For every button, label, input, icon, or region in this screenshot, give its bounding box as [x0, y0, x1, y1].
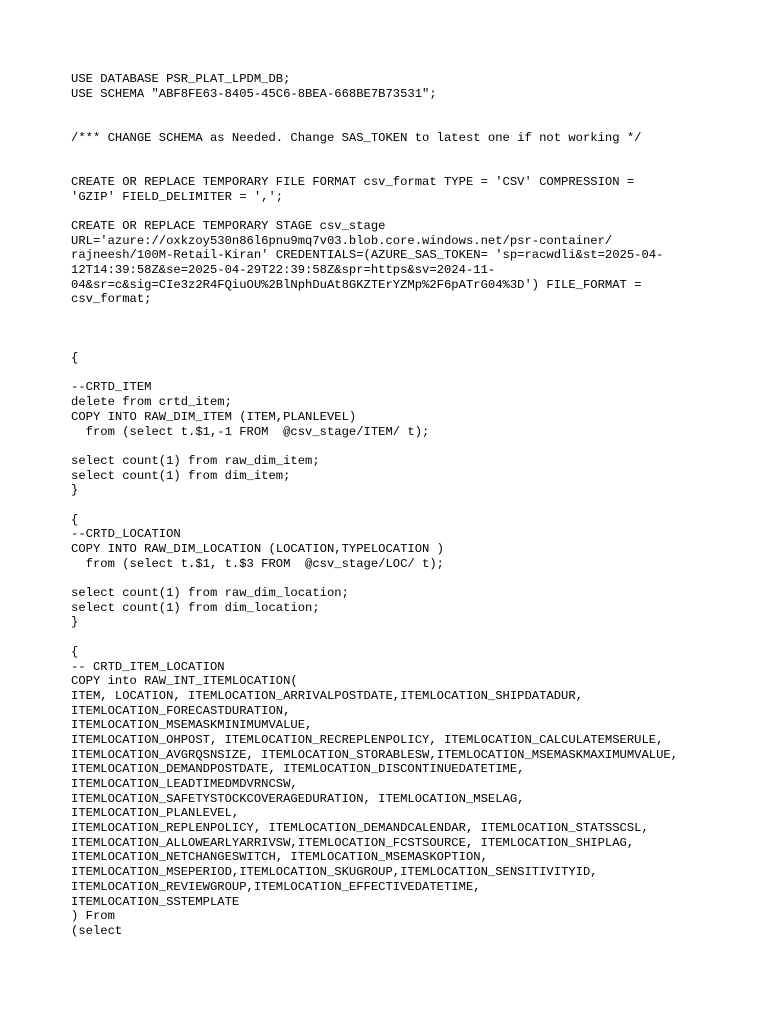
code-line	[71, 204, 751, 219]
code-line: ITEMLOCATION_SSTEMPLATE	[71, 894, 240, 909]
code-line: }	[71, 615, 79, 630]
code-line: ITEMLOCATION_FORECASTDURATION,	[71, 703, 291, 718]
code-line: ) From	[71, 909, 115, 924]
code-line: from (select t.$1, t.$3 FROM @csv_stage/LOC/ t);	[71, 556, 444, 571]
code-line: (select	[71, 923, 123, 938]
code-line: delete from crtd_item;	[71, 395, 232, 410]
code-line: --CRTD_LOCATION	[71, 527, 181, 542]
code-line: {	[71, 512, 79, 527]
code-line	[71, 366, 751, 381]
code-line: ITEMLOCATION_REVIEWGROUP,ITEMLOCATION_EFFECTIVEDATETIME,	[71, 879, 481, 894]
code-line: ITEMLOCATION_SAFETYSTOCKCOVERAGEDURATION, ITEMLOCATION_MSELAG,	[71, 791, 525, 806]
code-line: select count(1) from raw_dim_item;	[71, 453, 320, 468]
code-line: ITEMLOCATION_PLANLEVEL,	[71, 806, 240, 821]
code-line: 04&sr=c&sig=CIe3z2R4FQiuOU%2BlNphDuAt8GKZTErYZMp%2F6pATrG04%3D') FILE_FORMAT =	[71, 277, 642, 292]
sql-script-text	[71, 72, 751, 939]
code-line: select count(1) from raw_dim_location;	[71, 586, 349, 601]
code-line: ITEMLOCATION_OHPOST, ITEMLOCATION_RECREPLENPOLICY, ITEMLOCATION_CALCULATEMSERULE,	[71, 732, 664, 747]
code-line: --CRTD_ITEM	[71, 380, 152, 395]
code-line: 'GZIP' FIELD_DELIMITER = ',';	[71, 189, 284, 204]
code-line: }	[71, 483, 79, 498]
code-line: csv_format;	[71, 292, 152, 307]
code-line: ITEMLOCATION_REPLENPOLICY, ITEMLOCATION_DEMANDCALENDAR, ITEMLOCATION_STATSSCSL,	[71, 821, 649, 836]
code-line: ITEMLOCATION_DEMANDPOSTDATE, ITEMLOCATION_DISCONTINUEDATETIME,	[71, 762, 525, 777]
code-line	[71, 101, 751, 116]
code-line	[71, 439, 751, 454]
code-line: select count(1) from dim_location;	[71, 600, 320, 615]
code-line	[71, 145, 751, 160]
code-line: rajneesh/100M-Retail-Kiran' CREDENTIALS=(AZURE_SAS_TOKEN= 'sp=racwdli&st=2025-04-	[71, 248, 664, 263]
code-line: CREATE OR REPLACE TEMPORARY FILE FORMAT csv_format TYPE = 'CSV' COMPRESSION =	[71, 174, 635, 189]
code-line: select count(1) from dim_item;	[71, 468, 291, 483]
code-line: COPY INTO RAW_DIM_LOCATION (LOCATION,TYPELOCATION )	[71, 542, 444, 556]
code-line: {	[71, 351, 79, 366]
code-line: ITEMLOCATION_MSEPERIOD,ITEMLOCATION_SKUGROUP,ITEMLOCATION_SENSITIVITYID,	[71, 865, 598, 880]
code-line	[71, 336, 751, 351]
code-line: /*** CHANGE SCHEMA as Needed. Change SAS_TOKEN to latest one if not working */	[71, 130, 642, 145]
code-line: ITEMLOCATION_AVGRQSNSIZE, ITEMLOCATION_STORABLESW,ITEMLOCATION_MSEMASKMAXIMUMVALUE,	[71, 747, 679, 762]
code-line: CREATE OR REPLACE TEMPORARY STAGE csv_stage	[71, 218, 386, 233]
code-line: URL='azure://oxkzoy530n86l6pnu9mq7v03.blob.core.windows.net/psr-container/	[71, 233, 613, 248]
code-line: ITEMLOCATION_ALLOWEARLYARRIVSW,ITEMLOCATION_FCSTSOURCE, ITEMLOCATION_SHIPLAG,	[71, 835, 635, 850]
code-line: ITEMLOCATION_LEADTIMEDMDVRNCSW,	[71, 777, 298, 791]
code-line: ITEM, LOCATION, ITEMLOCATION_ARRIVALPOSTDATE,ITEMLOCATION_SHIPDATADUR,	[71, 688, 583, 703]
code-line	[71, 571, 751, 586]
code-line	[71, 630, 751, 645]
code-line	[71, 116, 751, 131]
code-line: 12T14:39:58Z&se=2025-04-29T22:39:58Z&spr=https&sv=2024-11-	[71, 262, 496, 277]
code-line	[71, 307, 751, 322]
code-line: COPY INTO RAW_DIM_ITEM (ITEM,PLANLEVEL)	[71, 409, 357, 424]
code-line	[71, 322, 751, 337]
code-line	[71, 160, 751, 175]
code-line: USE DATABASE PSR_PLAT_LPDM_DB;	[71, 72, 291, 86]
code-line: from (select t.$1,-1 FROM @csv_stage/ITEM/ t);	[71, 424, 430, 439]
code-line	[71, 498, 751, 513]
code-line: -- CRTD_ITEM_LOCATION	[71, 659, 225, 674]
code-line: {	[71, 644, 79, 659]
code-line: ITEMLOCATION_MSEMASKMINIMUMVALUE,	[71, 718, 313, 733]
code-line: USE SCHEMA "ABF8FE63-8405-45C6-8BEA-668BE7B73531";	[71, 86, 437, 101]
code-line: COPY into RAW_INT_ITEMLOCATION(	[71, 674, 298, 689]
code-line: ITEMLOCATION_NETCHANGESWITCH, ITEMLOCATION_MSEMASKOPTION,	[71, 850, 488, 865]
